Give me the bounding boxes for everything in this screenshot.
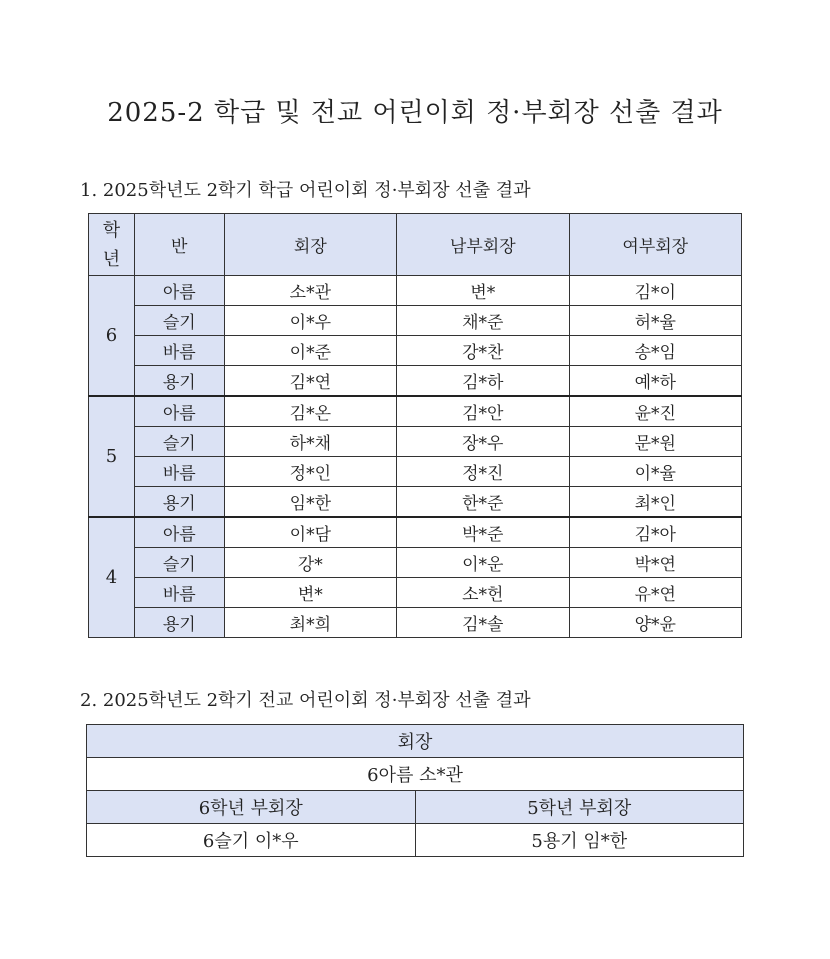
vp5-label: 5학년 부회장 bbox=[415, 791, 744, 824]
table-row bbox=[89, 457, 742, 487]
female-vp-cell: 문*원 bbox=[569, 427, 742, 457]
female-vp-cell: 양*윤 bbox=[569, 608, 742, 638]
table-row bbox=[89, 578, 742, 608]
president-header: 회장 bbox=[224, 214, 396, 276]
class-cell: 슬기 bbox=[134, 306, 224, 336]
class-cell: 용기 bbox=[134, 608, 224, 638]
vp6-value: 6슬기 이*우 bbox=[87, 824, 416, 857]
grade-header-line2: 년 bbox=[102, 248, 121, 270]
president-cell: 김*온 bbox=[224, 396, 396, 427]
table-row bbox=[89, 427, 742, 457]
grade-header bbox=[89, 214, 135, 276]
section2-title: 2. 2025학년도 2학기 전교 어린이회 정·부회장 선출 결과 bbox=[80, 690, 531, 711]
male-vp-cell: 김*안 bbox=[397, 396, 569, 427]
table-row bbox=[89, 548, 742, 578]
president-cell: 소*관 bbox=[224, 276, 396, 306]
table-row bbox=[89, 608, 742, 638]
class-cell: 바름 bbox=[134, 457, 224, 487]
class-cell: 바름 bbox=[134, 578, 224, 608]
president-cell: 이*준 bbox=[224, 336, 396, 366]
class-cell: 바름 bbox=[134, 336, 224, 366]
class-council-body bbox=[89, 276, 742, 638]
male-vp-cell: 장*우 bbox=[397, 427, 569, 457]
class-cell: 아름 bbox=[134, 276, 224, 306]
female-vp-cell: 송*임 bbox=[569, 336, 742, 366]
female-vp-header: 여부회장 bbox=[569, 214, 742, 276]
class-cell: 용기 bbox=[134, 487, 224, 518]
table-row bbox=[89, 336, 742, 366]
president-cell: 김*연 bbox=[224, 366, 396, 397]
section1-title: 1. 2025학년도 2학기 학급 어린이회 정·부회장 선출 결과 bbox=[80, 180, 531, 201]
table-row bbox=[89, 487, 742, 518]
president-cell: 변* bbox=[224, 578, 396, 608]
school-president-value: 6아름 소*관 bbox=[87, 758, 744, 791]
president-cell: 하*채 bbox=[224, 427, 396, 457]
grade-cell: 5 bbox=[89, 396, 135, 517]
table-row bbox=[89, 366, 742, 397]
female-vp-cell: 박*연 bbox=[569, 548, 742, 578]
president-cell: 강* bbox=[224, 548, 396, 578]
male-vp-cell: 변* bbox=[397, 276, 569, 306]
school-council-table bbox=[86, 724, 744, 857]
male-vp-cell: 김*솔 bbox=[397, 608, 569, 638]
table-row bbox=[89, 276, 742, 306]
female-vp-cell: 유*연 bbox=[569, 578, 742, 608]
vp5-value: 5용기 임*한 bbox=[415, 824, 744, 857]
male-vp-cell: 이*운 bbox=[397, 548, 569, 578]
president-cell: 이*담 bbox=[224, 517, 396, 548]
female-vp-cell: 최*인 bbox=[569, 487, 742, 518]
female-vp-cell: 윤*진 bbox=[569, 396, 742, 427]
class-header: 반 bbox=[134, 214, 224, 276]
male-vp-cell: 정*진 bbox=[397, 457, 569, 487]
class-cell: 아름 bbox=[134, 517, 224, 548]
female-vp-cell: 김*아 bbox=[569, 517, 742, 548]
class-cell: 슬기 bbox=[134, 548, 224, 578]
president-cell: 이*우 bbox=[224, 306, 396, 336]
grade-cell: 4 bbox=[89, 517, 135, 638]
class-cell: 아름 bbox=[134, 396, 224, 427]
class-cell: 용기 bbox=[134, 366, 224, 397]
table-row bbox=[89, 396, 742, 427]
president-cell: 정*인 bbox=[224, 457, 396, 487]
male-vp-cell: 한*준 bbox=[397, 487, 569, 518]
male-vp-header: 남부회장 bbox=[397, 214, 569, 276]
president-cell: 최*희 bbox=[224, 608, 396, 638]
table-row bbox=[89, 517, 742, 548]
grade-header-line1: 학 bbox=[102, 219, 121, 241]
table-row bbox=[89, 306, 742, 336]
grade-cell: 6 bbox=[89, 276, 135, 397]
male-vp-cell: 소*헌 bbox=[397, 578, 569, 608]
class-council-table bbox=[88, 213, 742, 638]
page-title: 2025-2 학급 및 전교 어린이회 정·부회장 선출 결과 bbox=[107, 98, 723, 128]
female-vp-cell: 김*이 bbox=[569, 276, 742, 306]
table-header-row bbox=[89, 214, 742, 276]
president-cell: 임*한 bbox=[224, 487, 396, 518]
male-vp-cell: 박*준 bbox=[397, 517, 569, 548]
female-vp-cell: 허*율 bbox=[569, 306, 742, 336]
vp6-label: 6학년 부회장 bbox=[87, 791, 416, 824]
female-vp-cell: 예*하 bbox=[569, 366, 742, 397]
male-vp-cell: 김*하 bbox=[397, 366, 569, 397]
female-vp-cell: 이*율 bbox=[569, 457, 742, 487]
male-vp-cell: 강*찬 bbox=[397, 336, 569, 366]
school-president-label: 회장 bbox=[87, 725, 744, 758]
class-cell: 슬기 bbox=[134, 427, 224, 457]
male-vp-cell: 채*준 bbox=[397, 306, 569, 336]
